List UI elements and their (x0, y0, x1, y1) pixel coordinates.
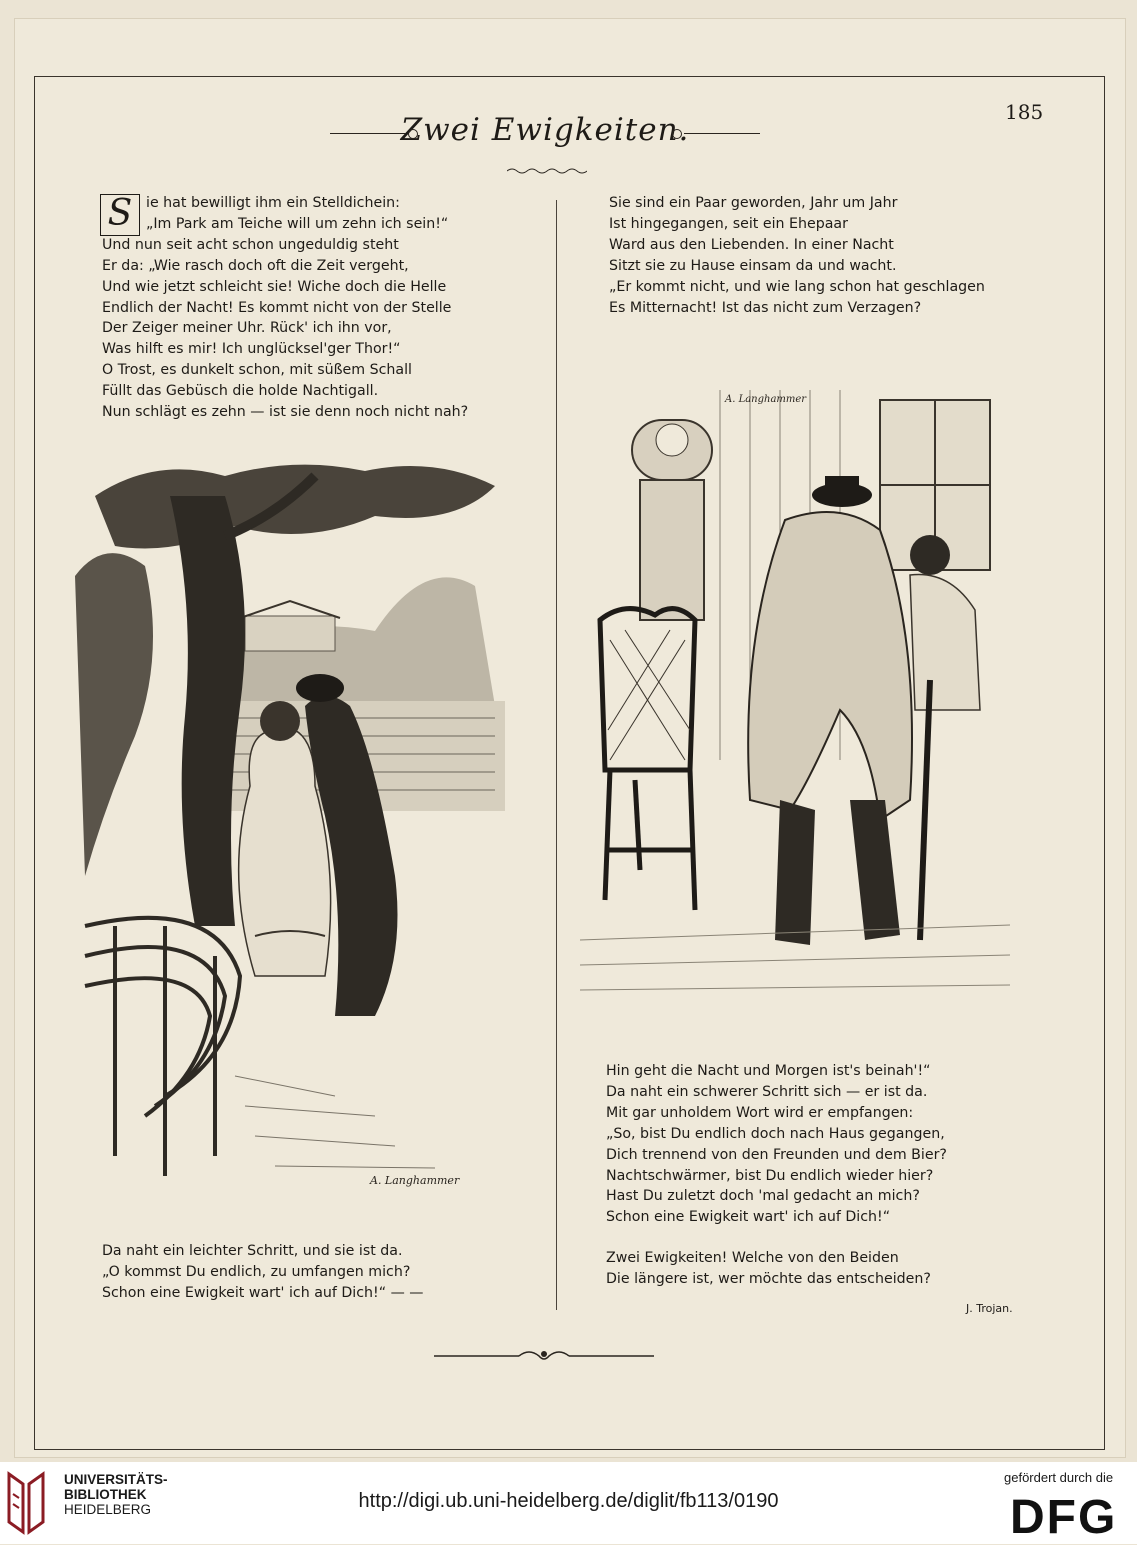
poem-line: Der Zeiger meiner Uhr. Rück' ich ihn vor, (102, 320, 392, 337)
poem-line: Zwei Ewigkeiten! Welche von den Beiden (606, 1250, 899, 1266)
poem-line: Hast Du zuletzt doch 'mal gedacht an mich? (606, 1188, 920, 1205)
poem-line: Da naht ein leichter Schritt, und sie ist da. (102, 1243, 403, 1259)
institution-line: HEIDELBERG (64, 1502, 152, 1517)
dfg-logo: DFG (1010, 1491, 1118, 1544)
page-title: Zwei Ewigkeiten. (400, 112, 690, 148)
poem-line: Füllt das Gebüsch die holde Nachtigall. (102, 383, 379, 400)
institution-line: UNIVERSITÄTS- (64, 1472, 168, 1487)
title-ornament-right (684, 133, 760, 134)
poem-line: „Er kommt nicht, und wie lang schon hat geschlagen (609, 278, 985, 295)
footer-bar (0, 1462, 1137, 1544)
poem-line: Nun schlägt es zehn — ist sie denn noch nicht nah? (102, 404, 469, 421)
poem-line: Es Mitternacht! Ist das nicht zum Verzagen? (609, 299, 922, 316)
end-ornament (434, 1346, 654, 1366)
poem-line: Da naht ein schwerer Schritt sich — er ist da. (606, 1083, 928, 1100)
source-url-link[interactable]: http://digi.ub.uni-heidelberg.de/diglit/fb113/0190 (358, 1490, 779, 1512)
author-name: J. Trojan. (966, 1302, 1013, 1315)
stanza-2 (102, 1241, 423, 1304)
title-wave-ornament (507, 167, 587, 175)
stanza-4 (606, 1061, 947, 1228)
illustration-husband-returning (580, 380, 1010, 1030)
institution-line: BIBLIOTHEK (64, 1487, 147, 1502)
poem-line: Was hilft es mir! Ich unglücksel'ger Thor!“ (102, 341, 401, 358)
poem-line: Schon eine Ewigkeit wart' ich auf Dich!“ — — (102, 1284, 424, 1301)
poem-line: Nachtschwärmer, bist Du endlich wieder hier? (606, 1167, 934, 1184)
poem-line: Dich trennend von den Freunden und dem Bier? (606, 1146, 947, 1163)
poem-line: „Im Park am Teiche will um zehn ich sein!“ (146, 215, 449, 232)
poem-line: Hin geht die Nacht und Morgen ist's beinah'!“ (606, 1063, 931, 1079)
title-ornament-left (330, 133, 406, 134)
poem-line: Die längere ist, wer möchte das entscheiden? (606, 1270, 931, 1287)
poem-line: „So, bist Du endlich doch nach Haus gegangen, (606, 1125, 945, 1142)
poem-line: Schon eine Ewigkeit wart' ich auf Dich!“ (606, 1209, 891, 1226)
poem-line: Ward aus den Liebenden. In einer Nacht (609, 236, 894, 253)
poem-line: Endlich der Nacht! Es kommt nicht von der Stelle (102, 299, 452, 316)
poem-line: Sie sind ein Paar geworden, Jahr um Jahr (609, 195, 898, 211)
funding-caption: gefördert durch die (1004, 1470, 1114, 1485)
right-illustration-signature: A. Langhammer (725, 394, 807, 405)
illustration-lovers-meeting (75, 456, 515, 1208)
poem-line: Mit gar unholdem Wort wird er empfangen: (606, 1104, 914, 1121)
left-illustration-signature: A. Langhammer (370, 1174, 460, 1187)
stanza-3 (609, 193, 985, 318)
stanza-1 (102, 193, 468, 423)
page-number: 185 (1005, 100, 1044, 124)
stanza-5 (606, 1248, 931, 1290)
poem-line: Und wie jetzt schleicht sie! Wiche doch die Helle (102, 278, 447, 295)
poem-line: O Trost, es dunkelt schon, mit süßem Schall (102, 362, 412, 379)
column-divider (556, 200, 557, 1310)
poem-line: Ist hingegangen, seit ein Ehepaar (609, 215, 848, 232)
drop-cap: S (100, 194, 140, 236)
title-row (330, 112, 760, 152)
poem-line: „O kommst Du endlich, zu umfangen mich? (102, 1263, 411, 1280)
poem-line: Er da: „Wie rasch doch oft die Zeit vergeht, (102, 257, 409, 274)
poem-line: Sitzt sie zu Hause einsam da und wacht. (609, 257, 897, 274)
poem-line: Und nun seit acht schon ungeduldig steht (102, 236, 399, 253)
poem-line: ie hat bewilligt ihm ein Stelldichein: (146, 195, 400, 211)
